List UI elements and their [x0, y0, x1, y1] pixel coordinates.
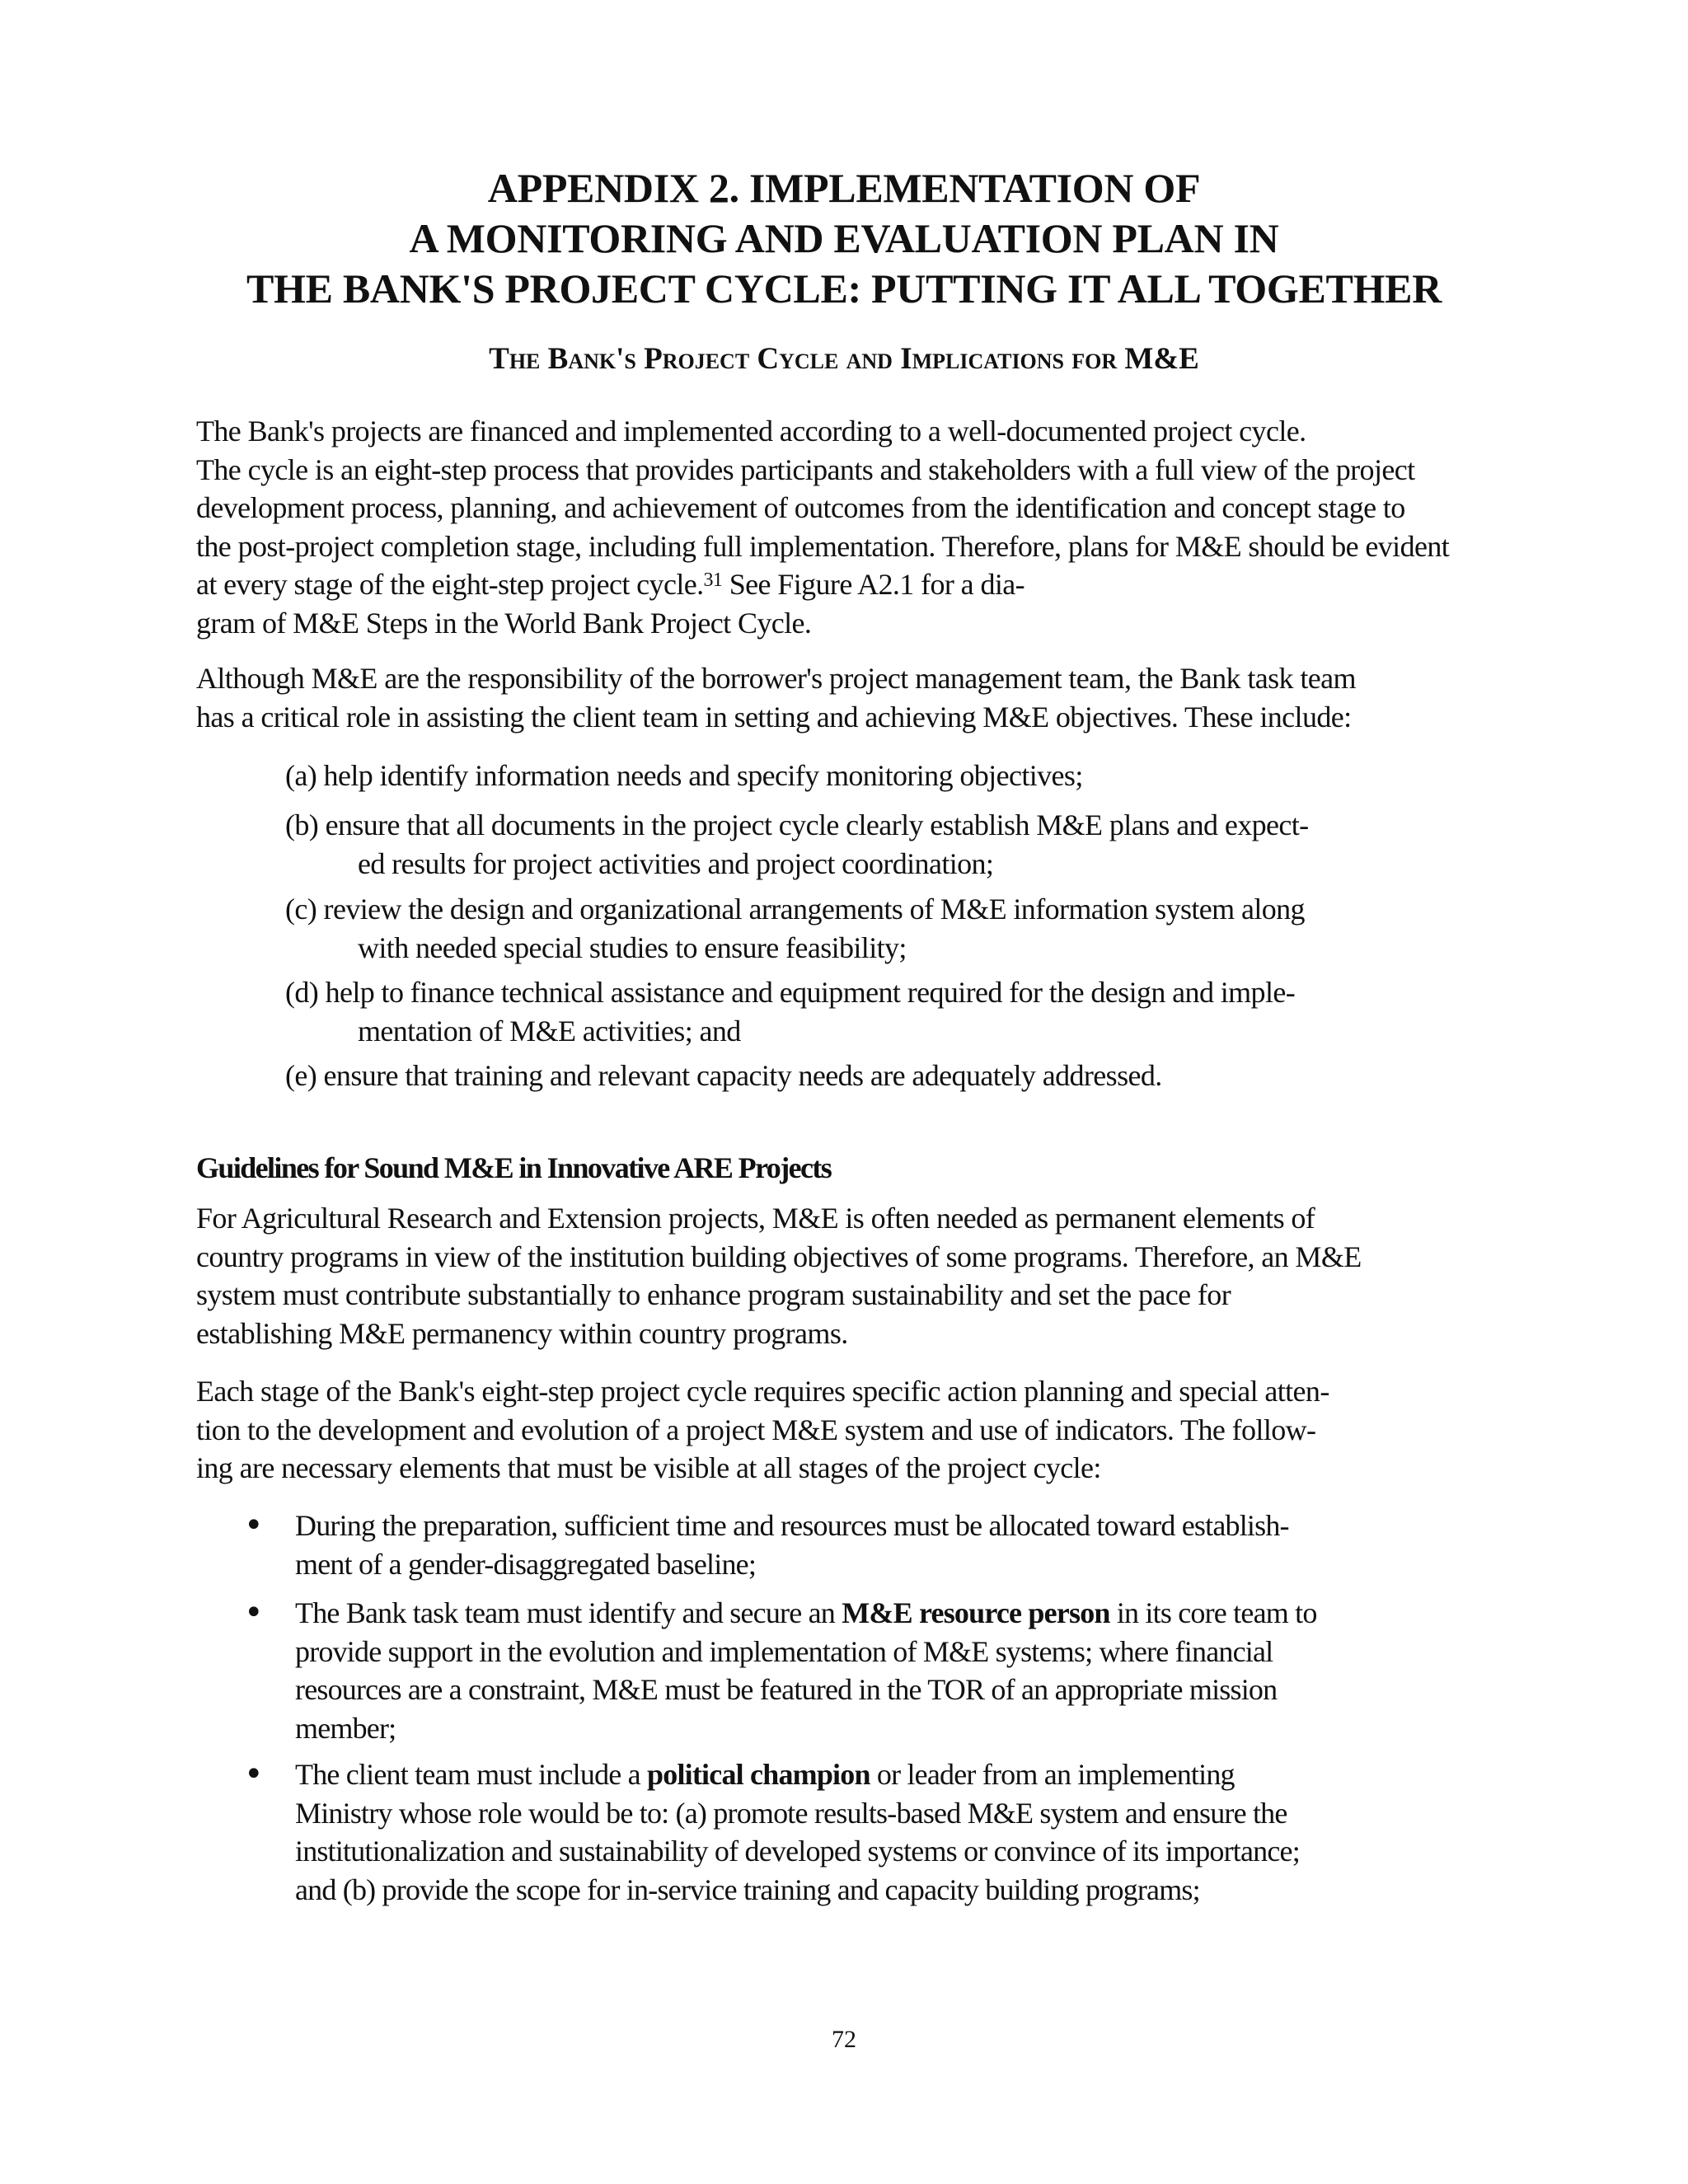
text-segment: The Bank task team must identify and secure an — [295, 1596, 842, 1629]
bullet-icon: • — [244, 1594, 263, 1632]
text-line: tion to the development and evolution of a project M&E system and use of indicators. The follow- — [196, 1413, 1316, 1446]
text-segment: at every stage of the eight-step project cycle. — [196, 568, 704, 601]
text-line: member; — [295, 1711, 396, 1745]
text-line: and (b) provide the scope for in-service training and capacity building programs; — [295, 1872, 1200, 1906]
list-item — [285, 973, 1295, 1050]
text-line: The Bank's projects are financed and implemented according to a well-documented project cycle. — [196, 415, 1306, 448]
text-line: system must contribute substantially to enhance program sustainability and set the pace for — [196, 1278, 1231, 1311]
bullet-icon: • — [244, 1755, 263, 1793]
paragraph-are-projects — [196, 1199, 1515, 1352]
text-segment: in its core team to — [1109, 1596, 1317, 1629]
text-line: has a critical role in assisting the client team in setting and achieving M&E objectives. These include: — [196, 700, 1352, 733]
text-line: The cycle is an eight-step process that provides participants and stakeholders with a full view of the project — [196, 452, 1415, 486]
section-heading: Guidelines for Sound M&E in Innovative ARE Projects — [196, 1151, 832, 1184]
text-line: gram of M&E Steps in the World Bank Project Cycle. — [196, 606, 812, 640]
text-line: Ministry whose role would be to: (a) promote results-based M&E system and ensure the — [295, 1796, 1287, 1830]
text-line: resources are a constraint, M&E must be featured in the TOR of an appropriate mission — [295, 1673, 1278, 1706]
text-line — [196, 565, 1515, 604]
paragraph-project-cycle — [196, 412, 1515, 642]
bullet-icon: • — [244, 1507, 263, 1544]
list-item-text: mentation of M&E activities; and — [358, 1014, 741, 1047]
list-item — [285, 890, 1305, 967]
text-line: Although M&E are the responsibility of the borrower's project management team, the Bank task team — [196, 662, 1356, 695]
list-item-text: (a) help identify information needs and specify monitoring objectives; — [285, 759, 1083, 792]
title-line-1: APPENDIX 2. IMPLEMENTATION OF — [487, 165, 1201, 211]
list-item — [285, 1057, 1162, 1095]
text-line — [295, 1755, 1300, 1794]
list-item-text: (c) review the design and organizational arrangements of M&E information system along — [285, 893, 1305, 926]
section-subtitle: The Bank's Project Cycle and Implications for M&E — [489, 342, 1199, 376]
text-segment: The client team must include a — [295, 1758, 648, 1791]
text-segment: or leader from an implementing — [870, 1758, 1235, 1791]
bullet-text — [295, 1755, 1300, 1909]
text-line: development process, planning, and achievement of outcomes from the identification and concept stage to — [196, 491, 1405, 524]
text-line: provide support in the evolution and implementation of M&E systems; where financial — [295, 1634, 1273, 1668]
paragraph-eight-step-cycle — [196, 1372, 1515, 1488]
bullet-text — [295, 1594, 1317, 1747]
text-line: ment of a gender-disaggregated baseline; — [295, 1547, 757, 1581]
text-line — [295, 1594, 1317, 1633]
emphasis-text: political champion — [647, 1758, 870, 1791]
list-item-text: (e) ensure that training and relevant capacity needs are adequately addressed. — [285, 1059, 1162, 1092]
appendix-title — [132, 163, 1556, 314]
text-line: country programs in view of the institution building objectives of some programs. Therefore, an M&E — [196, 1240, 1362, 1273]
footnote-reference: 31 — [703, 569, 723, 591]
text-line: During the preparation, sufficient time and resources must be allocated toward establish- — [295, 1509, 1289, 1542]
list-item-text: ed results for project activities and project coordination; — [358, 846, 994, 880]
list-item-text: (d) help to finance technical assistance and equipment required for the design and imple- — [285, 976, 1296, 1009]
text-line: For Agricultural Research and Extension projects, M&E is often needed as permanent elements of — [196, 1202, 1315, 1235]
paragraph-bank-task-team — [196, 659, 1515, 736]
title-line-2: A MONITORING AND EVALUATION PLAN IN — [409, 215, 1279, 261]
title-line-3: THE BANK'S PROJECT CYCLE: PUTTING IT ALL TOGETHER — [246, 265, 1442, 312]
list-item-text: with needed special studies to ensure feasibility; — [358, 930, 907, 964]
list-item — [285, 757, 1083, 795]
emphasis-text: M&E resource person — [842, 1596, 1110, 1629]
bullet-text — [295, 1507, 1289, 1583]
text-line: the post-project completion stage, including full implementation. Therefore, plans for M&E should be evident — [196, 529, 1450, 563]
text-line: institutionalization and sustainability of developed systems or convince of its importance; — [295, 1835, 1300, 1868]
list-item-text: (b) ensure that all documents in the project cycle clearly establish M&E plans and expect- — [285, 808, 1309, 841]
page-number: 72 — [832, 2026, 856, 2053]
text-line: ing are necessary elements that must be visible at all stages of the project cycle: — [196, 1451, 1101, 1484]
list-item — [285, 806, 1309, 883]
text-line: establishing M&E permanency within country programs. — [196, 1316, 848, 1350]
text-segment: See Figure A2.1 for a dia- — [722, 568, 1025, 601]
text-line: Each stage of the Bank's eight-step project cycle requires specific action planning and special atten- — [196, 1375, 1329, 1408]
